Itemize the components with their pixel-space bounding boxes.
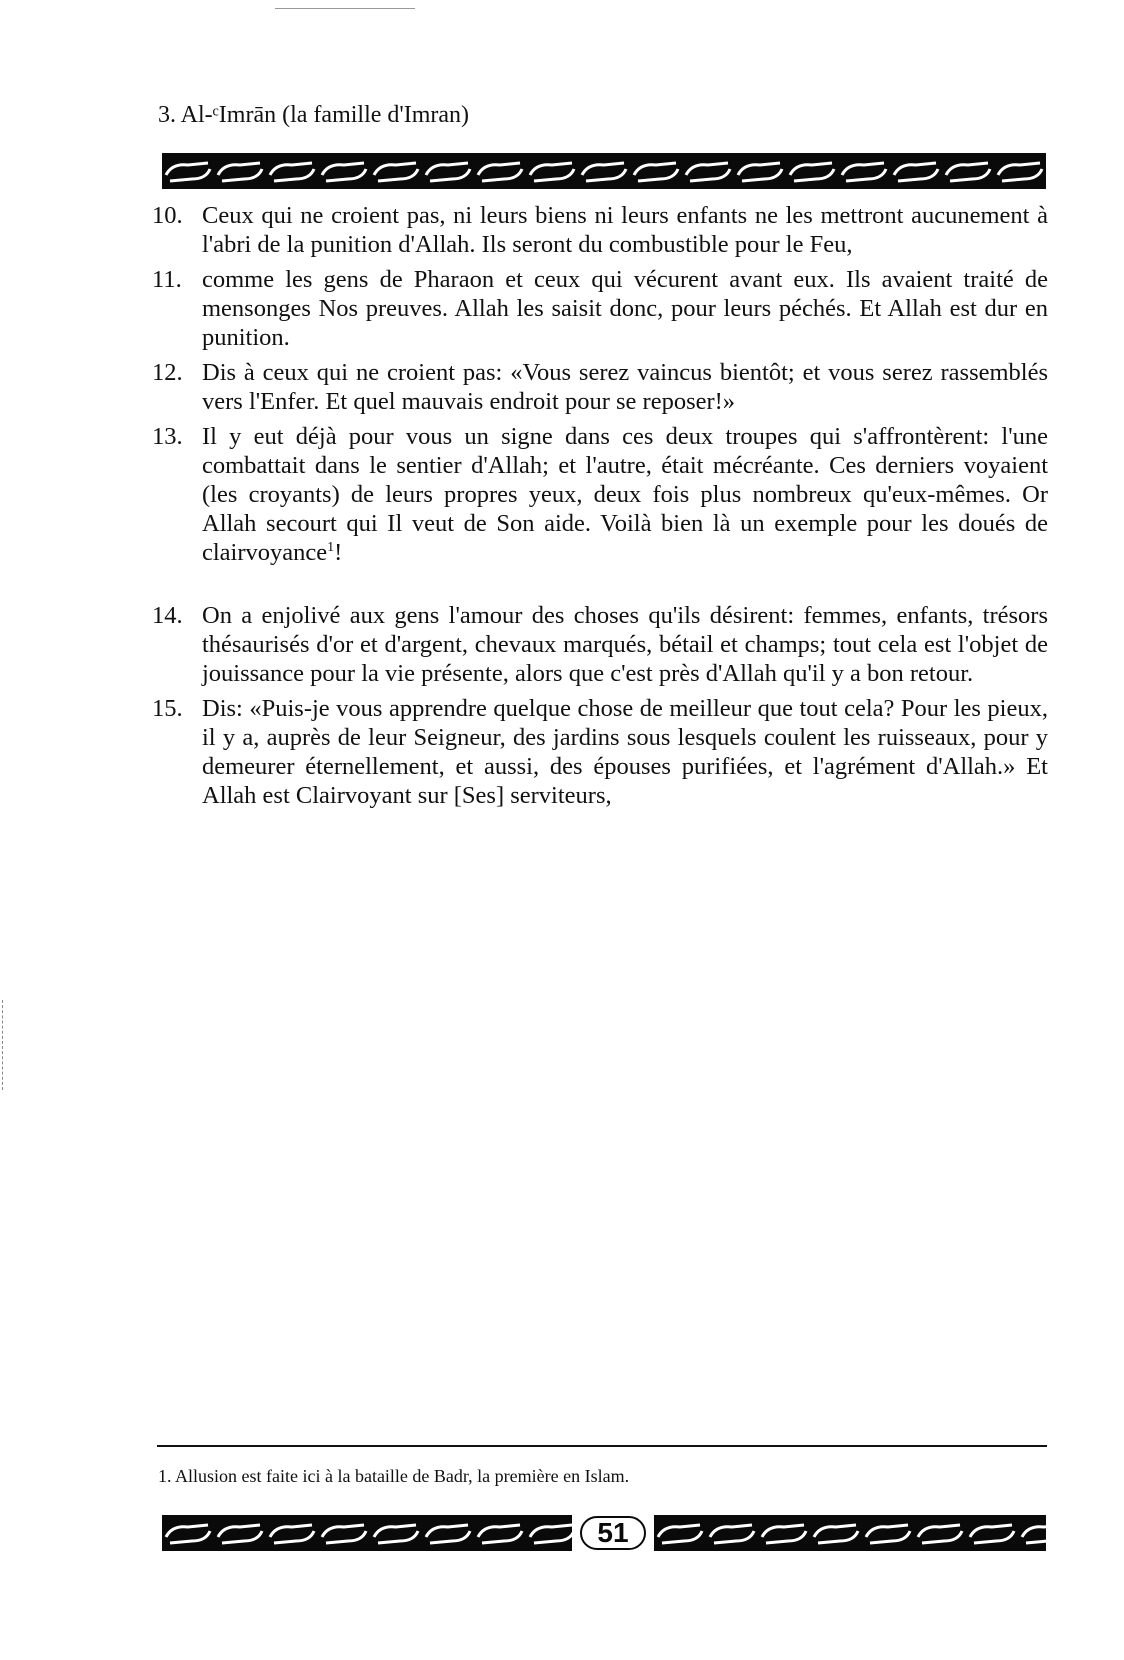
- verse-list: [152, 201, 1048, 816]
- verse-number: 15.: [152, 695, 183, 722]
- footnote-divider: [157, 1445, 1047, 1447]
- verse-text: Dis à ceux qui ne croient pas: «Vous serez vaincus bientôt; et vous serez rassemblés vers l'Enfer. Et quel mauvais endroit pour se reposer!»: [202, 359, 1048, 415]
- footnote-text: 1. Allusion est faite ici à la bataille de Badr, la première en Islam.: [158, 1466, 630, 1486]
- page-number: 51: [572, 1515, 654, 1551]
- margin-marks: [2, 1000, 5, 1090]
- verse-15: [152, 694, 1048, 810]
- footer-band: [162, 1515, 1046, 1551]
- verse-text: Dis: «Puis-je vous apprendre quelque chose de meilleur que tout cela? Pour les pieux, il y a, auprès de leur Seigneur, des jardins sous lesquels coulent les ruisseaux, pour y demeurer éternellement, et aussi, des épouses purifiées, et l'agrément d'Allah.» Et Allah est Clairvoyant sur [Ses] serviteurs,: [202, 695, 1048, 809]
- chain-pattern: [162, 153, 1046, 189]
- verse-number: 14.: [152, 602, 183, 629]
- verse-number: 13.: [152, 423, 183, 450]
- verse-text: Ceux qui ne croient pas, ni leurs biens ni leurs enfants ne les mettront aucunement à l'abri de la punition d'Allah. Ils seront du combustible pour le Feu,: [202, 202, 1048, 258]
- verse-number: 12.: [152, 359, 183, 386]
- verse-text: Il y eut déjà pour vous un signe dans ces deux troupes qui s'affrontèrent: l'une combattait dans le sentier d'Allah; et l'autre, était mécréante. Ces derniers voyaient (les croyants) de leurs propres yeux, deux fois plus nombreux qu'eux-mêmes. Or Allah secourt qui Il veut de Son aide. Voilà bien là un exemple pour les doués de clairvoyance: [202, 423, 1048, 566]
- decorative-chain-band: [162, 153, 1046, 189]
- verse-13: [152, 422, 1048, 567]
- footer-chain-left: [162, 1515, 572, 1551]
- verse-14: [152, 601, 1048, 688]
- footnote-reference[interactable]: 1: [327, 539, 335, 555]
- top-rule: [275, 8, 415, 9]
- verse-10: [152, 201, 1048, 259]
- verse-11: [152, 265, 1048, 352]
- chain-pattern: [654, 1515, 1046, 1551]
- verse-text: On a enjolivé aux gens l'amour des choses qu'ils désirent: femmes, enfants, trésors thésaurisés d'or et d'argent, chevaux marqués, bétail et champs; tout cela est l'objet de jouissance pour la vie présente, alors que c'est près d'Allah qu'il y a bon retour.: [202, 602, 1048, 687]
- footer-chain-right: [654, 1515, 1046, 1551]
- chain-pattern: [162, 1515, 572, 1551]
- chapter-title: 3. Al-ᶜImrān (la famille d'Imran): [158, 102, 470, 128]
- verse-number: 11.: [152, 266, 182, 293]
- verse-12: [152, 358, 1048, 416]
- verse-text-tail: !: [334, 539, 343, 566]
- verse-number: 10.: [152, 202, 183, 229]
- verse-text: comme les gens de Pharaon et ceux qui vécurent avant eux. Ils avaient traité de mensonges Nos preuves. Allah les saisit donc, pour leurs péchés. Et Allah est dur en punition.: [202, 266, 1048, 351]
